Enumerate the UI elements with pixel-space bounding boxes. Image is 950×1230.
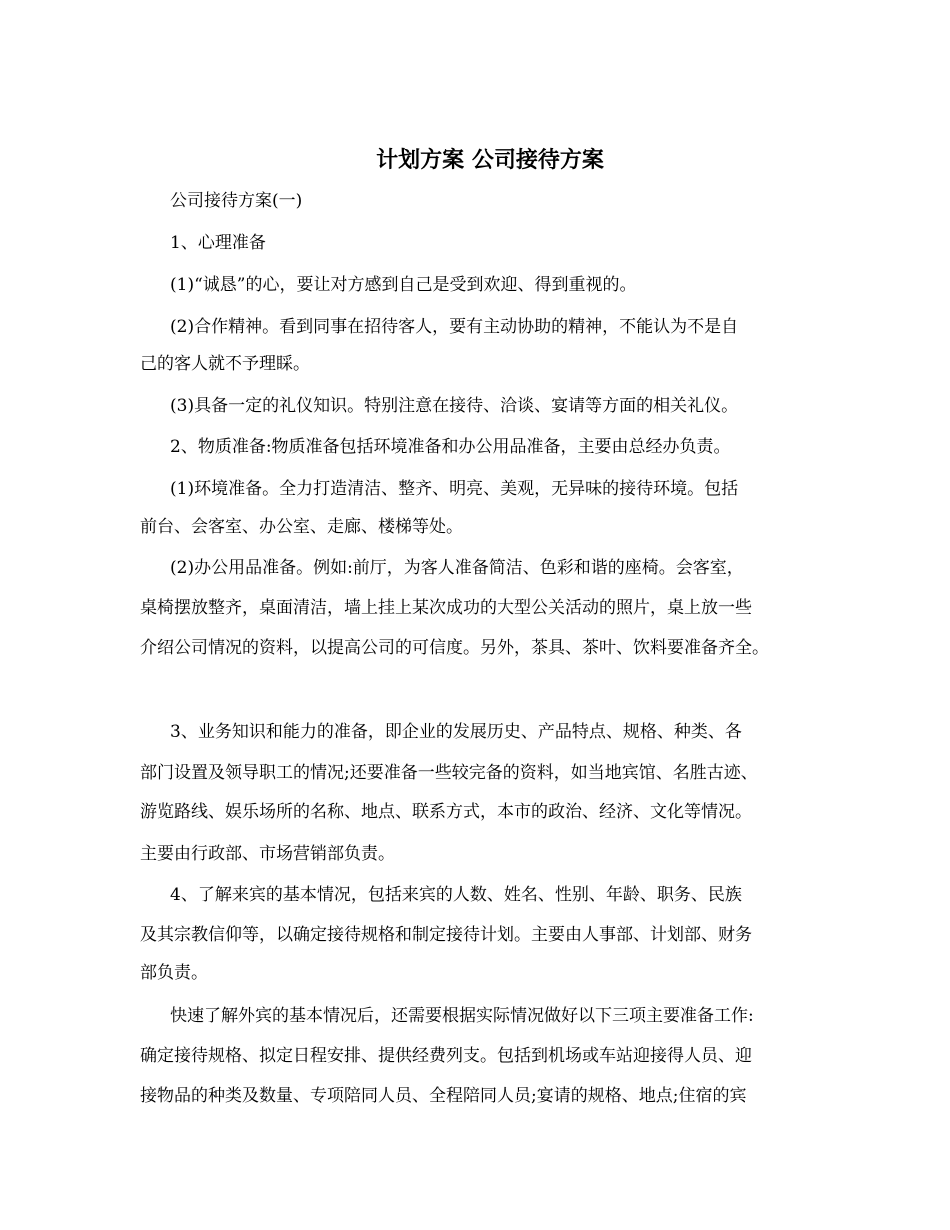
text-line-3a: 3、业务知识和能力的准备，即企业的发展历史、产品特点、规格、种类、各	[170, 722, 742, 742]
text-line-2-2b: 桌椅摆放整齐，桌面清洁，墙上挂上某次成功的大型公关活动的照片，桌上放一些	[140, 598, 752, 618]
text-line-1-2a: (2)合作精神。看到同事在招待客人，要有主动协助的精神，不能认为不是自	[170, 317, 739, 337]
text-line-2-1a: (1)环境准备。全力打造清洁、整齐、明亮、美观，无异味的接待环境。包括	[170, 479, 739, 499]
text-line-2-2a: (2)办公用品准备。例如:前厅，为客人准备简洁、色彩和谐的座椅。会客室，	[170, 558, 744, 578]
text-line-4b: 及其宗教信仰等，以确定接待规格和制定接待计划。主要由人事部、计划部、财务	[140, 925, 752, 945]
text-line-4a: 4、了解来宾的基本情况，包括来宾的人数、姓名、性别、年龄、职务、民族	[170, 885, 742, 905]
text-line-5c: 接物品的种类及数量、专项陪同人员、全程陪同人员;宴请的规格、地点;住宿的宾	[140, 1086, 747, 1106]
text-line-3c: 游览路线、娱乐场所的名称、地点、联系方式，本市的政治、经济、文化等情况。	[140, 802, 752, 822]
document-title: 计划方案 公司接待方案	[376, 147, 604, 173]
text-line-5b: 确定接待规格、拟定日程安排、提供经费列支。包括到机场或车站迎接得人员、迎	[140, 1046, 752, 1066]
text-line-2-1b: 前台、会客室、办公室、走廊、楼梯等处。	[140, 517, 463, 537]
text-line-1-3: (3)具备一定的礼仪知识。特别注意在接待、洽谈、宴请等方面的相关礼仪。	[170, 396, 739, 416]
text-line-4c: 部负责。	[140, 963, 208, 983]
text-line-3b: 部门设置及领导职工的情况;还要准备一些较完备的资料，如当地宾馆、名胜古迹、	[140, 763, 758, 783]
text-line-3d: 主要由行政部、市场营销部负责。	[140, 844, 395, 864]
text-line-1-1: (1)“诚恳”的心，要让对方感到自己是受到欢迎、得到重视的。	[170, 275, 637, 295]
text-line-1-2b: 己的客人就不予理睬。	[140, 354, 310, 374]
text-line-2-2c: 介绍公司情况的资料，以提高公司的可信度。另外，茶具、茶叶、饮料要准备齐全。	[140, 638, 769, 658]
text-line-heading-2: 2、物质准备:物质准备包括环境准备和办公用品准备，主要由总经办负责。	[170, 437, 731, 457]
text-line-company-plan: 公司接待方案(一)	[170, 191, 303, 211]
text-line-heading-1: 1、心理准备	[170, 233, 266, 253]
text-line-5a: 快速了解外宾的基本情况后，还需要根据实际情况做好以下三项主要准备工作:	[170, 1006, 754, 1026]
